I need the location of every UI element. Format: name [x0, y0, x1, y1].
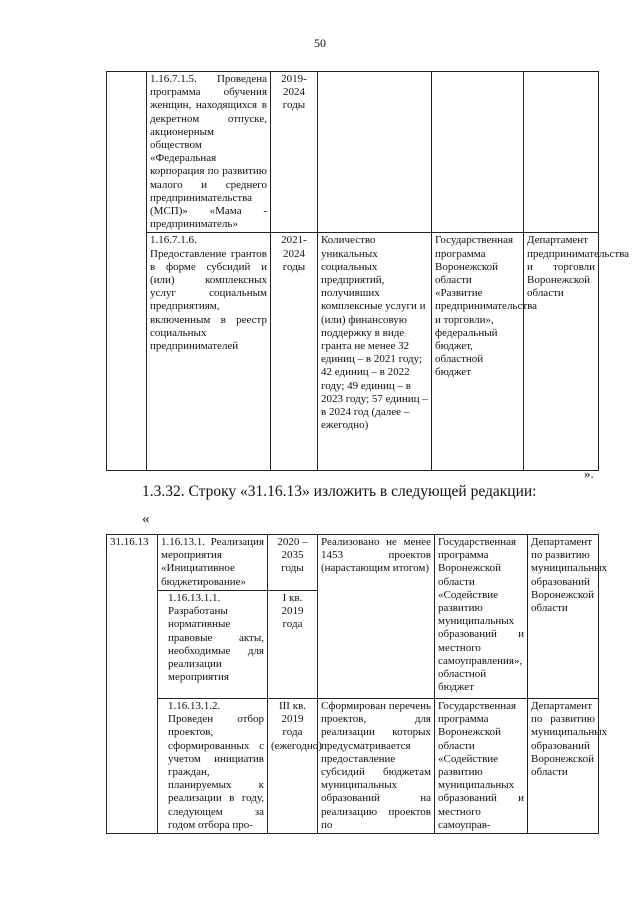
source-cell: [432, 72, 524, 233]
source-cell: Государственная программа Воронежской области «Содействие развитию муниципальных образований и местного самоуправления», областной бюджет: [435, 535, 528, 699]
period-cell: 2019-2024 годы: [271, 72, 318, 233]
source-cell: Государственная программа Воронежской области «Содействие развитию муниципальных образований и местного самоуправ-: [435, 699, 528, 834]
executor-cell: Департамент по развитию муниципальных образований Воронежской области: [528, 535, 599, 699]
period-cell: I кв. 2019 года: [268, 591, 318, 699]
measure-name: 1.16.7.1.6. Предоставление грантов в форме субсидий и (или) комплексных услуг социальным предприятиям, включенным в реестр социальных предпринимателей: [147, 233, 271, 471]
source-cell: Государственная программа Воронежской области «Развитие предпринимательства и торговли», федеральный бюджет, областной бюджет: [432, 233, 524, 471]
empty-code-cell: [107, 72, 147, 471]
executor-cell: Департамент по развитию муниципальных образований Воронежской области: [528, 699, 599, 834]
table-row: [107, 72, 599, 233]
period-cell: 2020 – 2035 годы: [268, 535, 318, 591]
row-code: 31.16.13: [107, 535, 158, 834]
measure-name: 1.16.7.1.5. Проведена программа обучения женщин, находящихся в декретном отпуске, акционерным обществом «Федеральная корпорация по развитию малого и среднего предпринимательства (МСП)» «Мама - предприниматель»: [147, 72, 271, 233]
indicator-cell: Сформирован перечень проектов, для реализации которых предусматривается предоставление субсидий бюджетам муниципальных образований на реализацию проектов по: [318, 699, 435, 834]
closing-quote: ».: [584, 466, 594, 481]
opening-quote: «: [142, 511, 150, 527]
table-continuation: [106, 71, 630, 471]
table-row: [107, 535, 599, 591]
page-number: 50: [314, 36, 326, 50]
executor-cell: [524, 72, 599, 233]
measure-name: 1.16.13.1.2. Проведен отбор проектов, сформированных с учетом инициатив граждан, планируемых к реализации в году, следующем за годом отбора про-: [158, 699, 268, 834]
table-row: [107, 699, 599, 834]
measure-name: 1.16.13.1. Реализация мероприятия «Инициативное бюджетирование»: [158, 535, 268, 591]
period-cell: III кв. 2019 года (ежегодно): [268, 699, 318, 834]
indicator-cell: [318, 72, 432, 233]
measure-name: 1.16.13.1.1. Разработаны нормативные правовые акты, необходимые для реализации мероприятия: [158, 591, 268, 699]
indicator-cell: Реализовано не менее 1453 проектов (нарастающим итогом): [318, 535, 435, 699]
table-row: [107, 233, 599, 471]
indicator-cell: Количество уникальных социальных предприятий, получивших комплексные услуги и (или) финансовую поддержку в виде гранта не менее 32 единиц – в 2021 году; 42 единиц – в 2022 году; 49 единиц – в 2023 году; 57 единиц – в 2024 год (далее – ежегодно): [318, 233, 432, 471]
executor-cell: Департамент предпринимательства и торговли Воронежской области: [524, 233, 599, 471]
amendment-paragraph: 1.3.32. Строку «31.16.13» изложить в следующей редакции:: [142, 483, 537, 500]
period-cell: 2021-2024 годы: [271, 233, 318, 471]
table-new-edition: [106, 534, 608, 834]
